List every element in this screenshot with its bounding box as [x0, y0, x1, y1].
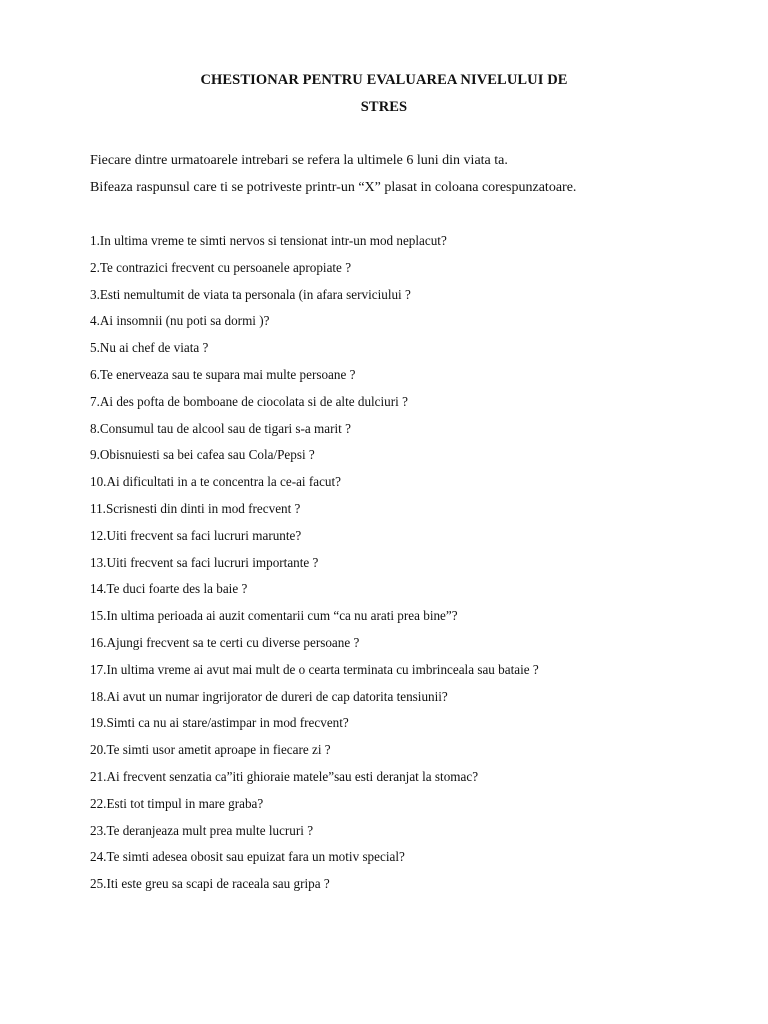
question-item: 21.Ai frecvent senzatia ca”iti ghioraie matele”sau esti deranjat la stomac?: [90, 769, 479, 785]
document-title-line-2: STRES: [360, 99, 408, 115]
question-item: 15.In ultima perioada ai auzit comentarii cum “ca nu arati prea bine”?: [90, 609, 458, 625]
document-title-line-1: CHESTIONAR PENTRU EVALUAREA NIVELULUI DE: [200, 72, 568, 88]
question-item: 20.Te simti usor ametit aproape in fiecare zi ?: [90, 743, 331, 759]
question-item: 22.Esti tot timpul in mare graba?: [90, 796, 264, 812]
question-item: 14.Te duci foarte des la baie ?: [90, 582, 248, 598]
question-item: 25.Iti este greu sa scapi de raceala sau gripa ?: [90, 877, 330, 893]
question-item: 9.Obisnuiesti sa bei cafea sau Cola/Pepsi ?: [90, 448, 315, 464]
question-item: 6.Te enerveaza sau te supara mai multe persoane ?: [90, 367, 356, 383]
question-item: 19.Simti ca nu ai stare/astimpar in mod frecvent?: [90, 716, 349, 732]
question-item: 2.Te contrazici frecvent cu persoanele apropiate ?: [90, 260, 352, 276]
question-item: 17.In ultima vreme ai avut mai mult de o cearta terminata cu imbrinceala sau bataie ?: [90, 662, 539, 678]
question-item: 24.Te simti adesea obosit sau epuizat fara un motiv special?: [90, 850, 405, 866]
questions-list: [90, 234, 567, 904]
question-item: 5.Nu ai chef de viata ?: [90, 341, 209, 357]
question-item: 8.Consumul tau de alcool sau de tigari s-a marit ?: [90, 421, 351, 437]
question-item: 4.Ai insomnii (nu poti sa dormi )?: [90, 314, 270, 330]
question-item: 10.Ai dificultati in a te concentra la ce-ai facut?: [90, 475, 342, 491]
question-item: 7.Ai des pofta de bomboane de ciocolata si de alte dulciuri ?: [90, 394, 408, 410]
question-item: 18.Ai avut un numar ingrijorator de dureri de cap datorita tensiunii?: [90, 689, 448, 705]
question-item: 12.Uiti frecvent sa faci lucruri marunte?: [90, 528, 302, 544]
question-item: 11.Scrisnesti din dinti in mod frecvent ?: [90, 501, 301, 517]
question-item: 16.Ajungi frecvent sa te certi cu diverse persoane ?: [90, 635, 360, 651]
question-item: 1.In ultima vreme te simti nervos si tensionat intr-un mod neplacut?: [90, 234, 447, 249]
question-item: 3.Esti nemultumit de viata ta personala (in afara serviciului ?: [90, 287, 411, 303]
intro-paragraph-2: Bifeaza raspunsul care ti se potriveste printr-un “X” plasat in coloana corespunzatoare.: [90, 180, 577, 195]
question-item: 23.Te deranjeaza mult prea multe lucruri ?: [90, 823, 314, 839]
intro-paragraph-1: Fiecare dintre urmatoarele intrebari se refera la ultimele 6 luni din viata ta.: [90, 153, 508, 168]
question-item: 13.Uiti frecvent sa faci lucruri importante ?: [90, 555, 319, 571]
